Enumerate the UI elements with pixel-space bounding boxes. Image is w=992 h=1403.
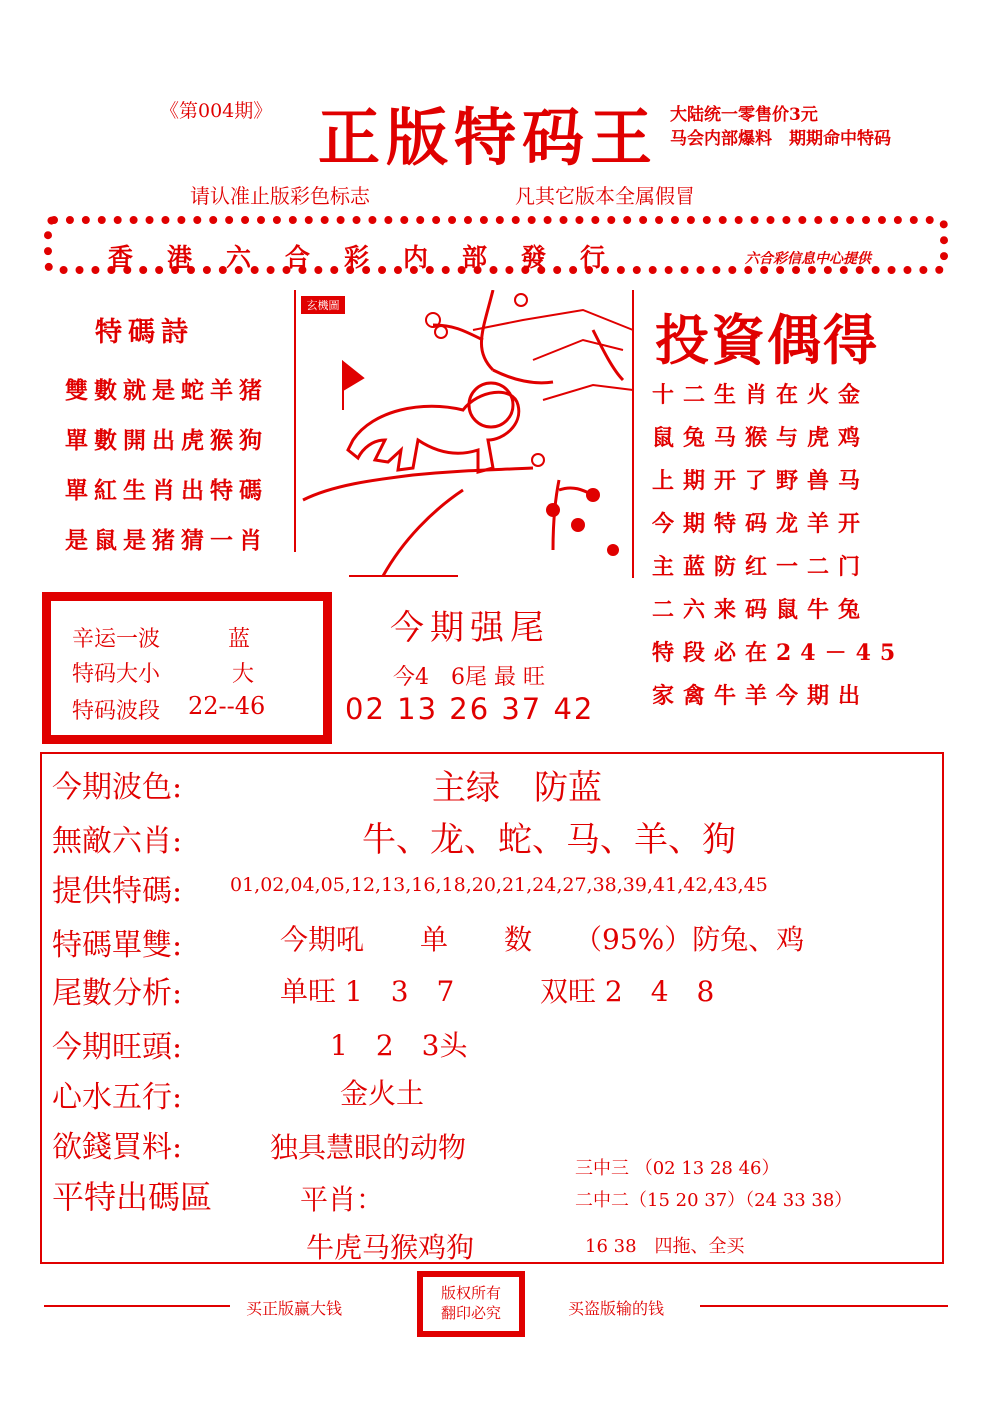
- footer-divider-right: [700, 1305, 948, 1307]
- invest-line: 鼠兔马猴与虎鸡: [652, 425, 870, 451]
- flat-value: 牛虎马猴鸡狗: [306, 1231, 475, 1264]
- tail-single: 单旺 1 3 7: [280, 975, 455, 1008]
- tail-label: 尾數分析:: [52, 976, 183, 1011]
- poem-line: 雙數就是蛇羊猪: [65, 377, 268, 404]
- issue-number: 《第004期》: [160, 100, 273, 122]
- flat-label: 平特出碼區: [52, 1178, 213, 1216]
- combo-three: 三中三 （02 13 28 46）: [575, 1158, 780, 1179]
- invest-line: 十二生肖在火金: [652, 382, 870, 408]
- invest-title: 投資偶得: [655, 308, 879, 372]
- color-value: 主绿 防蓝: [432, 768, 602, 808]
- invest-line: 家禽牛羊今期出: [652, 683, 870, 709]
- poem-line: 單紅生肖出特碼: [65, 477, 268, 504]
- copyright-box: [417, 1271, 525, 1337]
- poem-title: 特碼詩: [95, 317, 194, 348]
- strong-tail-title: 今期强尾: [390, 608, 550, 648]
- poem-line: 單數開出虎猴狗: [65, 427, 268, 454]
- price-note: 大陆统一零售价3元: [670, 105, 818, 125]
- five-value: 金火土: [340, 1077, 425, 1110]
- poem-line: 是鼠是猪猜一肖: [65, 527, 268, 554]
- buy-label: 欲錢買料:: [52, 1130, 183, 1165]
- copyright-line2: 翻印必究: [440, 1304, 501, 1322]
- invest-line: 二六来码鼠牛兔: [652, 597, 870, 623]
- head-label: 今期旺頭:: [52, 1030, 183, 1065]
- five-label: 心水五行:: [52, 1080, 183, 1115]
- invest-line: 今期特码龙羊开: [652, 511, 870, 537]
- luck-size-label: 特码大小: [72, 662, 161, 687]
- banner-info: 六合彩信息中心提供: [745, 251, 871, 267]
- lion-illustration: [293, 290, 635, 578]
- color-label: 今期波色:: [52, 770, 183, 805]
- six-label: 無敵六肖:: [52, 824, 183, 859]
- footer-slogan-left: 买正版赢大钱: [246, 1299, 343, 1318]
- strong-tail-sub: 今4 6尾 最 旺: [393, 665, 545, 690]
- footer-slogan-right: 买盗版输的钱: [568, 1299, 665, 1318]
- invest-line: 主蓝防红一二门: [652, 554, 870, 580]
- banner-text: 香港六合彩内部發行: [108, 243, 640, 272]
- copyright-line1: 版权所有: [440, 1284, 501, 1302]
- combo-drag: 16 38 四拖、全买: [585, 1236, 745, 1257]
- luck-wave-value: 蓝: [228, 627, 251, 652]
- invest-line: 特段必在24－45: [652, 640, 905, 666]
- head-value: 1 2 3头: [330, 1029, 468, 1062]
- stamp-text: 玄機圖: [306, 299, 340, 312]
- insider-note: 马会内部爆料 期期命中特码: [670, 129, 891, 149]
- tail-double: 双旺 2 4 8: [540, 975, 715, 1008]
- special-value: 01,02,04,05,12,13,16,18,20,21,24,27,38,39,41,42,43,45: [230, 874, 768, 896]
- page-title: 正版特码王: [318, 101, 659, 174]
- flat-sub: 平肖：: [300, 1183, 385, 1216]
- luck-range-value: 22--46: [188, 692, 266, 720]
- luck-size-value: 大: [232, 662, 255, 687]
- combo-two: 二中二（15 20 37）（24 33 38）: [575, 1190, 853, 1211]
- verify-note: 请认准止版彩色标志: [190, 184, 370, 208]
- special-label: 提供特碼:: [52, 874, 183, 909]
- oddeven-label: 特碼單雙:: [52, 928, 183, 963]
- oddeven-value: 今期吼 单 数 （95%）防兔、鸡: [280, 923, 805, 956]
- six-value: 牛、龙、蛇、马、羊、狗: [362, 820, 736, 860]
- strong-tail-numbers: 02 13 26 37 42: [345, 692, 595, 726]
- luck-wave-label: 辛运一波: [72, 627, 161, 652]
- fake-note: 凡其它版本全属假冒: [515, 184, 695, 208]
- luck-range-label: 特码波段: [72, 699, 161, 724]
- footer-divider-left: [44, 1305, 230, 1307]
- buy-value: 独具慧眼的动物: [270, 1131, 467, 1164]
- invest-line: 上期开了野兽马: [652, 468, 870, 494]
